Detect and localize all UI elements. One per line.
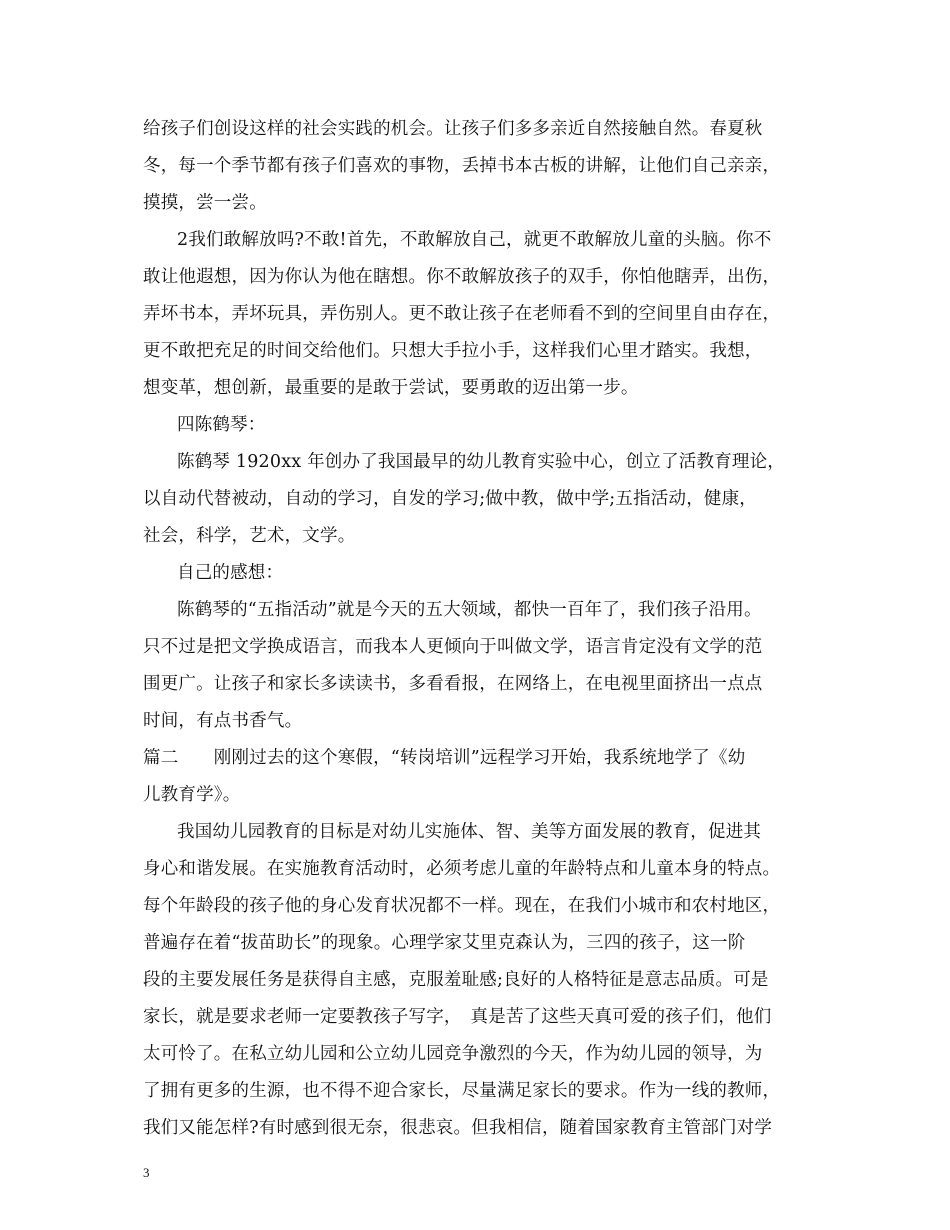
text-line: 陈鹤琴 1920xx 年创办了我国最早的幼儿教育实验中心，创立了活教育理论， bbox=[177, 452, 785, 472]
section-heading: 自己的感想： bbox=[177, 563, 284, 583]
text-line: 摸摸，尝一尝。 bbox=[143, 193, 267, 213]
text-line: 冬，每一个季节都有孩子们喜欢的事物，丢掉书本古板的讲解，让他们自己亲亲， bbox=[143, 156, 781, 176]
text-line: 弄坏书本，弄坏玩具，弄伤别人。更不敢让孩子在老师看不到的空间里自由存在， bbox=[143, 304, 781, 324]
text-line: 社会，科学，艺术，文学。 bbox=[143, 526, 356, 546]
text-line: 身心和谐发展。在实施教育活动时，必须考虑儿童的年龄特点和儿童本身的特点。 bbox=[143, 859, 781, 879]
text-line: 只不过是把文学换成语言，而我本人更倾向于叫做文学，语言肯定没有文学的范 bbox=[143, 637, 763, 657]
text-line: 了拥有更多的生源，也不得不迎合家长，尽量满足家长的要求。作为一线的教师， bbox=[143, 1081, 781, 1101]
section-heading: 四陈鹤琴： bbox=[177, 415, 266, 435]
text-line: 太可怜了。在私立幼儿园和公立幼儿园竞争激烈的今天，作为幼儿园的领导，为 bbox=[143, 1044, 763, 1064]
text-line: 以自动代替被动，自动的学习，自发的学习;做中教，做中学;五指活动，健康， bbox=[143, 489, 757, 509]
text-line: 陈鹤琴的“五指活动”就是今天的五大领域，都快一百年了，我们孩子沿用。 bbox=[177, 600, 762, 620]
text-line: 我国幼儿园教育的目标是对幼儿实施体、智、美等方面发展的教育，促进其 bbox=[177, 822, 762, 842]
text-line: 我们又能怎样?有时感到很无奈，很悲哀。但我相信，随着国家教育主管部门对学 bbox=[143, 1118, 773, 1138]
page-number: 3 bbox=[143, 1165, 150, 1180]
text-line: 2我们敢解放吗?不敢!首先，不敢解放自己，就更不敢解放儿童的头脑。你不 bbox=[177, 230, 772, 250]
text-line: 篇二 刚刚过去的这个寒假，“转岗培训”远程学习开始，我系统地学了《幼 bbox=[143, 748, 746, 768]
text-line: 围更广。让孩子和家长多读读书，多看看报，在网络上，在电视里面挤出一点点 bbox=[143, 674, 763, 694]
text-line: 敢让他遐想，因为你认为他在瞎想。你不敢解放孩子的双手，你怕他瞎弄，出伤， bbox=[143, 267, 781, 287]
text-line: 儿教育学》。 bbox=[143, 785, 241, 805]
text-line: 更不敢把充足的时间交给他们。只想大手拉小手，这样我们心里才踏实。我想， bbox=[143, 341, 763, 361]
text-line: 段的主要发展任务是获得自主感，克服羞耻感;良好的人格特征是意志品质。可是 bbox=[143, 970, 769, 990]
text-line: 时间，有点书香气。 bbox=[143, 711, 303, 731]
text-line: 想变革，想创新，最重要的是敢于尝试，要勇敢的迈出第一步。 bbox=[143, 378, 639, 398]
text-line: 普遍存在着“拔苗助长”的现象。心理学家艾里克森认为，三四的孩子，这一阶 bbox=[143, 933, 746, 953]
text-line: 家长，就是要求老师一定要教孩子写字， 真是苦了这些天真可爱的孩子们，他们 bbox=[143, 1007, 772, 1027]
text-line: 每个年龄段的孩子他的身心发育状况都不一样。现在，在我们小城市和农村地区， bbox=[143, 896, 781, 916]
text-line: 给孩子们创设这样的社会实践的机会。让孩子们多多亲近自然接触自然。春夏秋 bbox=[143, 119, 763, 139]
